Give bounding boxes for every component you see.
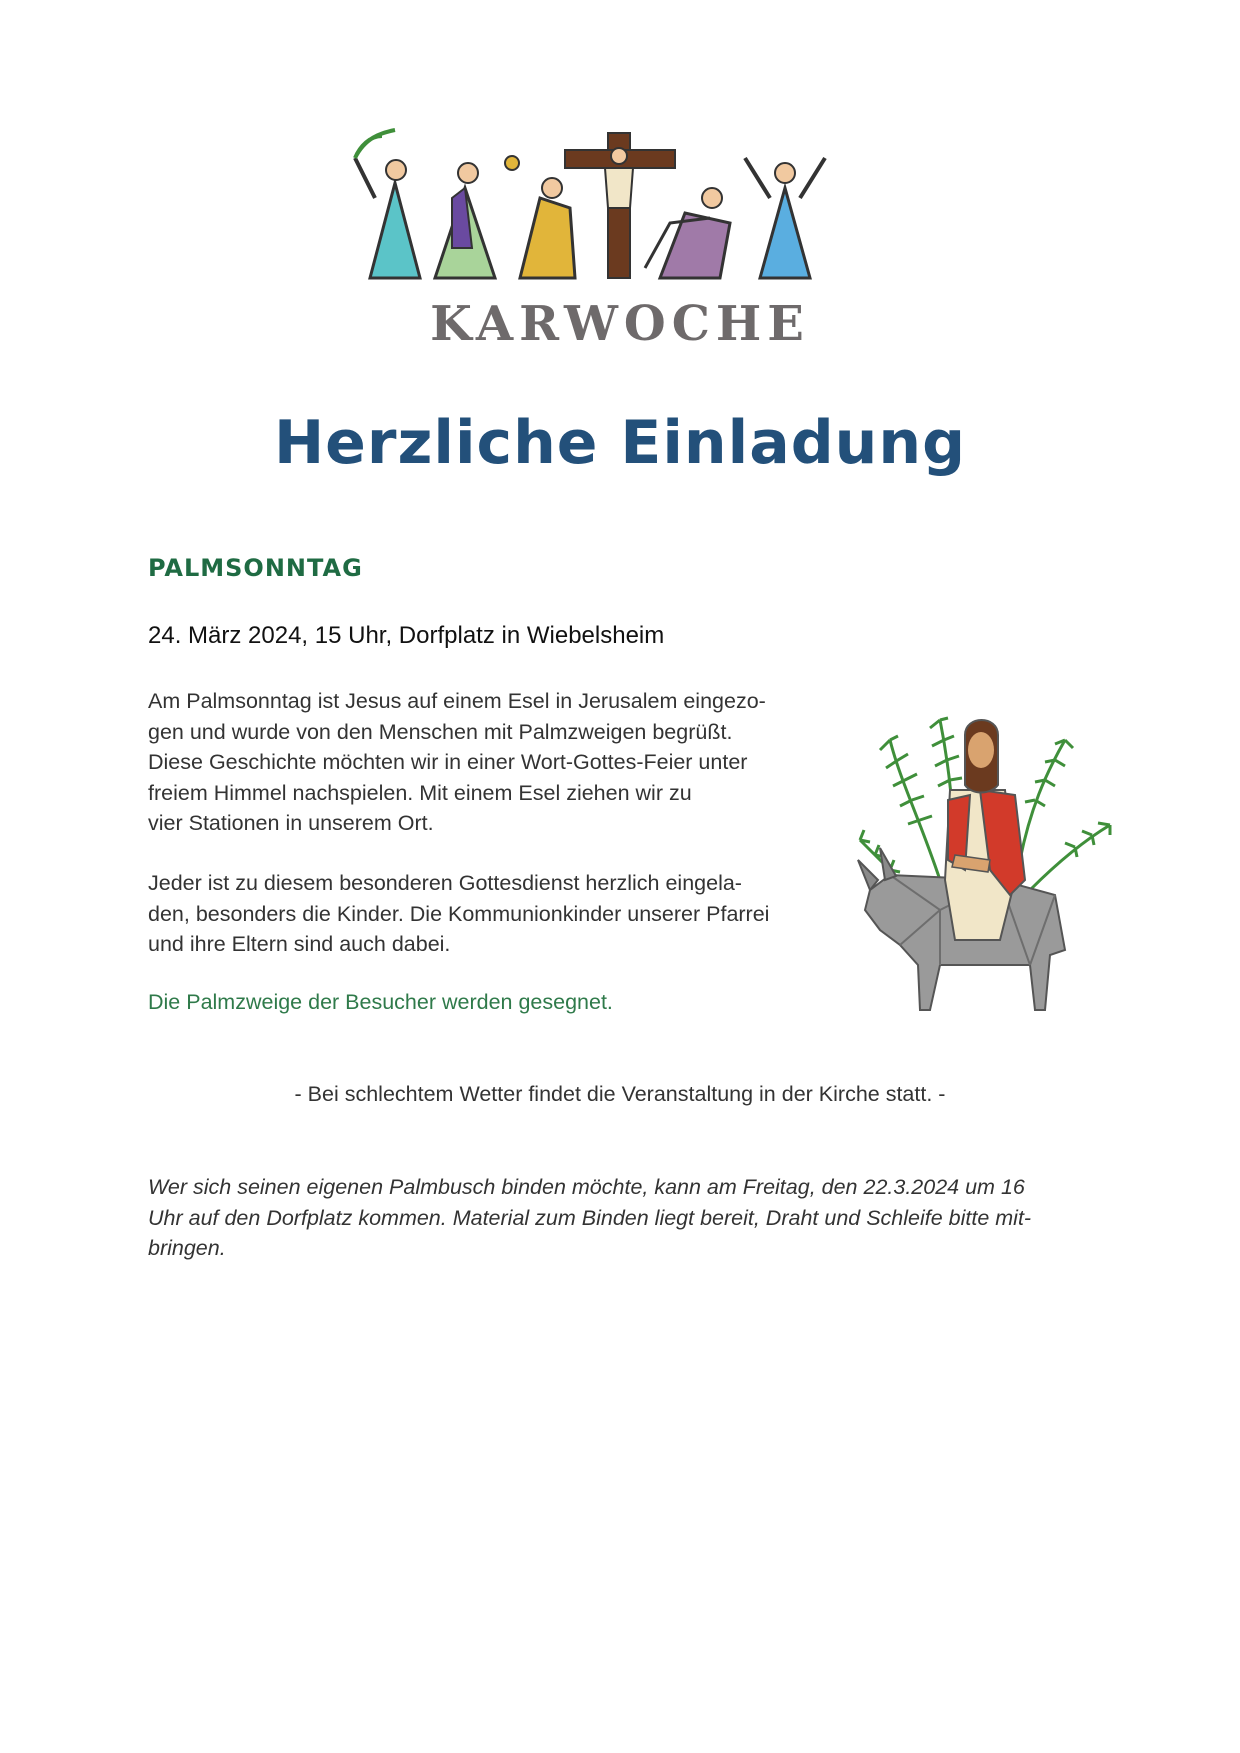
paragraph-line: Diese Geschichte möchten wir in einer Wort-Gottes-Feier unter [148, 750, 748, 774]
weather-note: - Bei schlechtem Wetter findet die Veranstaltung in der Kirche statt. - [294, 1082, 946, 1106]
blessing-note: Die Palmzweige der Besucher werden gesegnet. [148, 990, 613, 1014]
paragraph-line: den, besonders die Kinder. Die Kommunionkinder unserer Pfarrei [148, 901, 770, 926]
section-heading: PALMSONNTAG [148, 554, 363, 582]
page-title: Herzliche Einladung [273, 408, 967, 478]
note-line: Uhr auf den Dorfplatz kommen. Material zum Binden liegt bereit, Draht und Schleife bitte mit- [148, 1205, 1032, 1230]
note-line: bringen. [148, 1236, 226, 1260]
paragraph-line: freiem Himmel nachspielen. Mit einem Esel ziehen wir zu [148, 780, 692, 805]
karwoche-wordmark: KARWOCHE [430, 296, 810, 352]
paragraph-line: Am Palmsonntag ist Jesus auf einem Esel in Jerusalem eingezo- [148, 689, 766, 713]
paragraph-line: vier Stationen in unserem Ort. [148, 811, 434, 835]
paragraph-line: Jeder ist zu diesem besonderen Gottesdienst herzlich eingela- [148, 871, 742, 895]
note-line: Wer sich seinen eigenen Palmbusch binden möchte, kann am Freitag, den 22.3.2024 um 16 [148, 1175, 1025, 1199]
palmbusch-note [148, 1172, 1108, 1264]
jesus-on-donkey-icon [830, 680, 1120, 1040]
paragraph-line: gen und wurde von den Menschen mit Palmzweigen begrüßt. [148, 719, 733, 744]
intro-paragraph [148, 686, 828, 839]
jesus-donkey-illustration [830, 680, 1120, 1040]
invitation-paragraph [148, 868, 828, 960]
event-date-location: 24. März 2024, 15 Uhr, Dorfplatz in Wiebelsheim [148, 622, 665, 649]
paragraph-line: und ihre Eltern sind auch dabei. [148, 932, 451, 956]
